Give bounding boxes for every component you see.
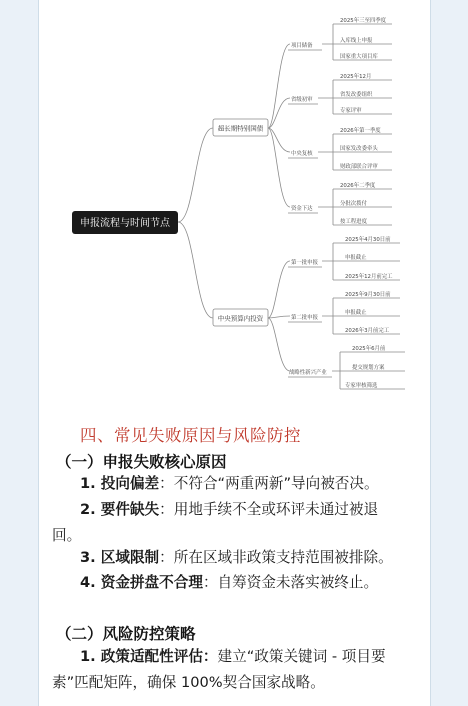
reason-text: ：不符合“两重两新”导向被否决。 xyxy=(159,475,379,492)
strategy-item xyxy=(52,644,414,696)
strategy-label: 1. 政策适配性评估： xyxy=(80,648,218,665)
mind-map-branch-label: 中央预算内投资 xyxy=(217,314,264,323)
reason-text: ：用地手续不全或环评未通过被退回。 xyxy=(52,501,379,544)
strategy-text: 建立“政策关键词 - 项目要素”匹配矩阵，确保 100%契合国家战略。 xyxy=(52,648,386,691)
section-heading: 四、常见失败原因与风险防控 xyxy=(80,426,301,445)
mind-map-child-label: 第二批申报 xyxy=(291,315,318,321)
mind-map-leaf: 提交规划方案 xyxy=(352,365,385,371)
reason-item xyxy=(80,570,420,596)
mind-map-leaf: 省发改委组织 xyxy=(340,92,373,98)
mind-map-leaf: 按工程进度 xyxy=(340,219,367,225)
mind-map-leaf: 2025年6月前 xyxy=(352,346,386,352)
mind-map-leaf: 2026年二季度 xyxy=(340,183,376,189)
mind-map-leaf: 国家重大项目库 xyxy=(340,54,378,60)
mind-map-child-label: 中央复核 xyxy=(291,151,313,157)
reason-item xyxy=(80,545,420,571)
mind-map-leaf: 分批次拨付 xyxy=(340,201,367,207)
mind-map-child-label: 第一批申报 xyxy=(291,260,318,266)
reason-text: ：自筹资金未落实被终止。 xyxy=(202,574,379,591)
mind-map-leaf: 2025年三至四季度 xyxy=(340,18,387,24)
mind-map-child-label: 省级初审 xyxy=(291,97,313,103)
mind-map-leaf: 专家评审 xyxy=(340,108,362,114)
reason-label: 3. 区域限制 xyxy=(80,549,160,566)
reason-label: 2. 要件缺失 xyxy=(80,501,160,518)
mind-map-leaf: 2025年12月 xyxy=(340,74,372,80)
mind-map-leaf: 2026年第一季度 xyxy=(340,128,381,134)
mind-map-leaf: 国家发改委牵头 xyxy=(340,146,378,152)
mind-map-leaf: 申报截止 xyxy=(345,310,367,316)
mind-map-leaf: 专家审核筛选 xyxy=(345,383,378,389)
mind-map-root-label: 申报流程与时间节点 xyxy=(80,218,170,229)
reason-item xyxy=(80,471,420,497)
mind-map-child-label: 资金下达 xyxy=(291,206,313,212)
mind-map-child-label: 战略性新兴产业 xyxy=(289,370,327,376)
mind-map-leaf: 财政部联合评审 xyxy=(340,164,378,170)
subsection-heading: （一）申报失败核心原因 xyxy=(56,453,227,471)
mind-map-leaf: 2025年9月30日前 xyxy=(345,292,391,298)
mind-map-branch-label: 超长期特别国债 xyxy=(217,124,264,133)
reason-label: 4. 资金拼盘不合理 xyxy=(80,574,203,591)
mind-map-leaf: 2025年12月前完工 xyxy=(345,274,393,280)
mind-map-child-label: 项目储备 xyxy=(291,43,313,49)
subsection-heading: （二）风险防控策略 xyxy=(56,625,196,643)
reason-item xyxy=(52,497,402,549)
reason-label: 1. 投向偏差 xyxy=(80,475,160,492)
mind-map-leaf: 申报截止 xyxy=(345,255,367,261)
reason-text: ：所在区域非政策支持范围被排除。 xyxy=(159,549,393,566)
mind-map-leaf: 2026年3月前完工 xyxy=(345,328,390,334)
mind-map-leaf: 入库线上申报 xyxy=(340,38,373,44)
mind-map-leaf: 2025年4月30日前 xyxy=(345,237,391,243)
